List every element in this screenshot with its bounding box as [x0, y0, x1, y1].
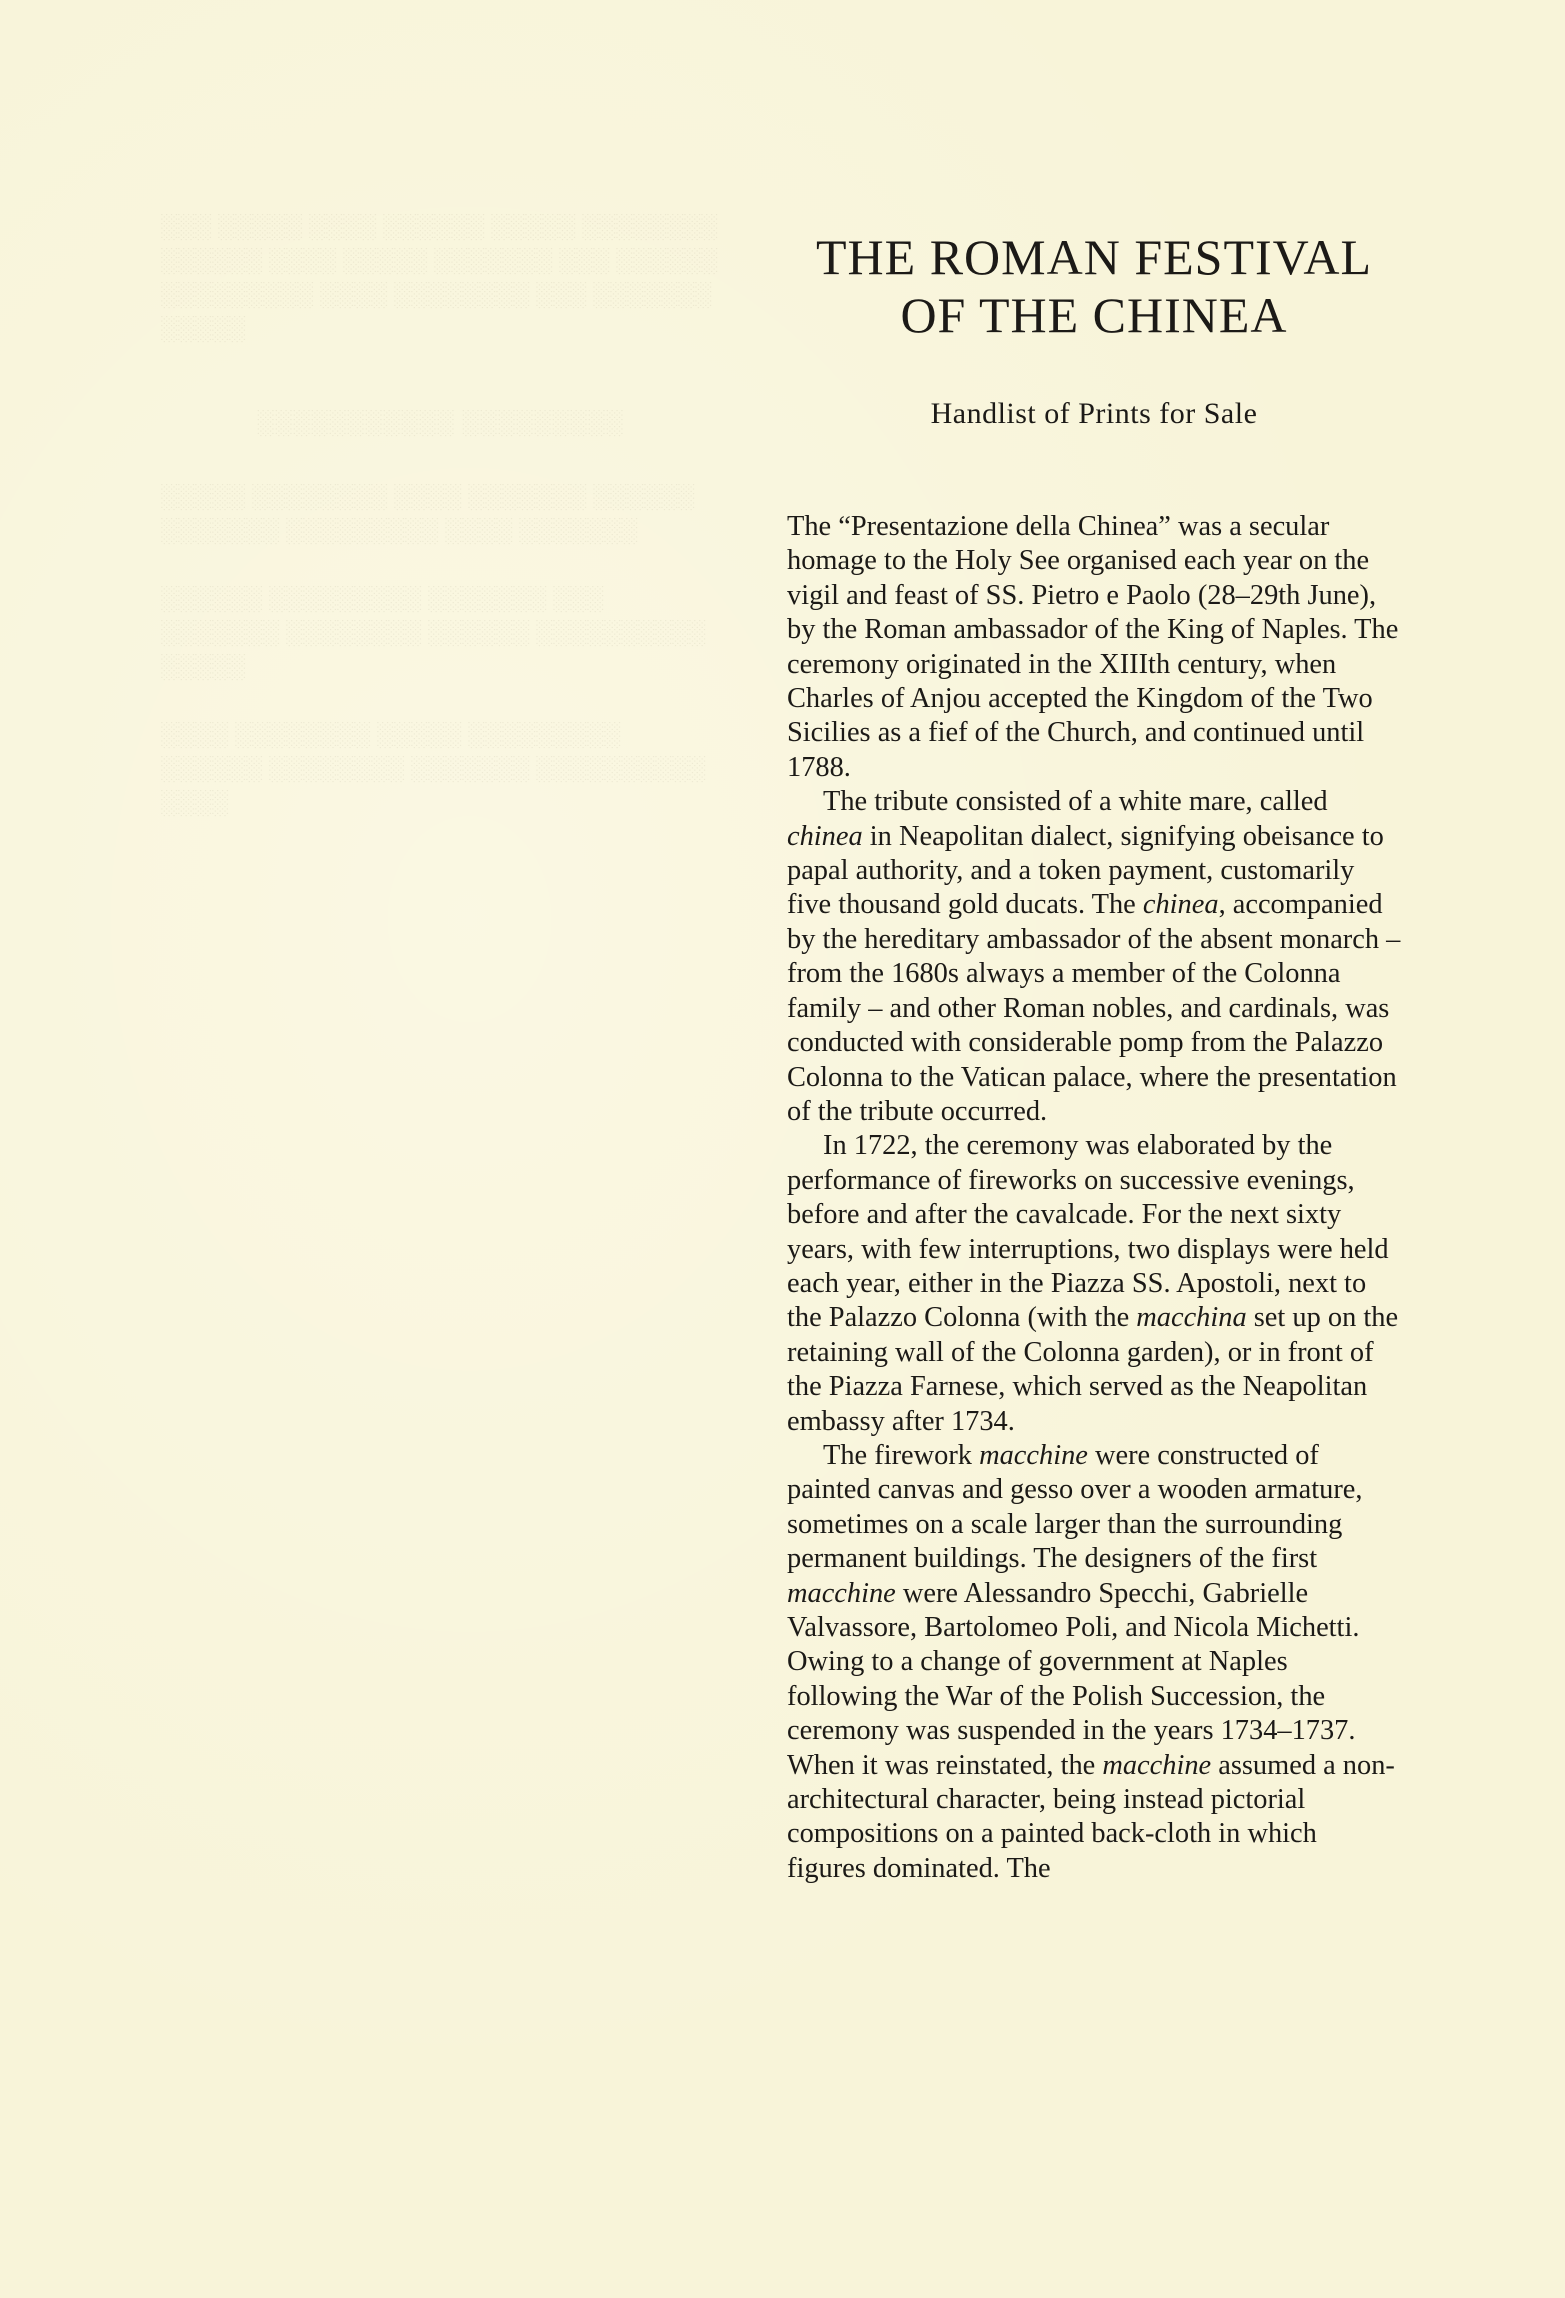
paragraph: [787, 510, 1401, 785]
italic-term: chinea: [1142, 889, 1219, 921]
paragraph: [787, 1129, 1401, 1439]
text-run: set up on the retaining wall of the Colonna garden), or in front of the Piazza Farnese, which served as the Neapolitan embassy after 1734.: [787, 1302, 1399, 1437]
article-body: [787, 510, 1401, 1886]
text-run: The tribute consisted of a white mare, called: [823, 786, 1328, 818]
paragraph: [787, 785, 1401, 1129]
title-line-2: OF THE CHINEA: [900, 287, 1288, 343]
text-run: in Neapolitan dialect, signifying obeisance to papal authority, and a token payment, customarily five thousand gold ducats. The: [787, 820, 1384, 921]
text-column: [787, 228, 1401, 1886]
italic-term: chinea: [787, 820, 863, 852]
italic-term: macchine: [787, 1577, 896, 1609]
article-subtitle: Handlist of Prints for Sale: [930, 397, 1258, 430]
text-run: assumed a non-architectural character, being instead pictorial compositions on a painted back-cloth in which figures dominated. The: [787, 1749, 1395, 1884]
italic-term: macchine: [979, 1439, 1088, 1471]
bleed-through-text: ░░░ ░░░░░ ░░░░ ░░░░░░ ░░░░░ ░░░░░░░░ ░░░░░░ ░░░░ ░░░░░ ░░░░░░░ ░░░ ░░░░░░ ░░░░░░░░░ ░░░░ ░░░░░░░░ ░░░ ░░░░░░░ ░░░░░ ░░░░░░░░░░░ ░░░░░░░░░ ░░░░░ ░░░░░░░░ ░░░░ ░░░░░░░ ░░░░░░ ░░░░░░░ ░░░░░░░░░ ░░░░ ░░░░░░░ ░░░░░░ ░░░░░░░░░ ░░░░░░░ ░░░ ░░░░░░░ ░░░░░░░░ ░░░░░░ ░░░░░░░░░░ ░░░░░ ░░░░ ░░░░░░░░ ░░░░░ ░░░░░░░░░ ░░░░░░ ░░░░░░░░ ░░░░░░░ ░░░░░░░░░░ ░░░░: [160, 214, 718, 816]
text-run: The “Presentazione della Chinea” was a secular homage to the Holy See organised each year on the vigil and feast of SS. Pietro e Paolo (28–29th June), by the Roman ambassador of the King of Naples. The ceremony originated in the XIIIth century, when Charles of Anjou accepted the Kingdom of the Two Sicilies as a fief of the Church, and continued until 1788.: [787, 511, 1399, 783]
article-title: [787, 228, 1401, 344]
text-run: were constructed of painted canvas and gesso over a wooden armature, sometimes on a scale larger than the surrounding permanent buildings. The designers of the first: [787, 1439, 1363, 1575]
italic-term: macchina: [1136, 1302, 1247, 1334]
text-run: , accompanied by the hereditary ambassador of the absent monarch – from the 1680s always a member of the Colonna family – and other Roman nobles, and cardinals, was conducted with considerable pomp from the Palazzo Colonna to the Vatican palace, where the presentation of the tribute occurred.: [787, 889, 1401, 1127]
paragraph: [787, 1439, 1401, 1886]
italic-term: macchine: [1102, 1749, 1212, 1781]
title-line-1: THE ROMAN FESTIVAL: [816, 229, 1372, 285]
text-run: The firework: [823, 1439, 980, 1471]
text-run: were Alessandro Specchi, Gabrielle Valvassore, Bartolomeo Poli, and Nicola Michetti. Owing to a change of government at Naples following the War of the Polish Succession, the ceremony was suspended in the years 1734–1737. When it was reinstated, the: [787, 1577, 1360, 1781]
text-run: In 1722, the ceremony was elaborated by the performance of fireworks on successive evenings, before and after the cavalcade. For the next sixty years, with few interruptions, two displays were held each year, either in the Piazza SS. Apostoli, next to the Palazzo Colonna (with the: [787, 1130, 1389, 1334]
